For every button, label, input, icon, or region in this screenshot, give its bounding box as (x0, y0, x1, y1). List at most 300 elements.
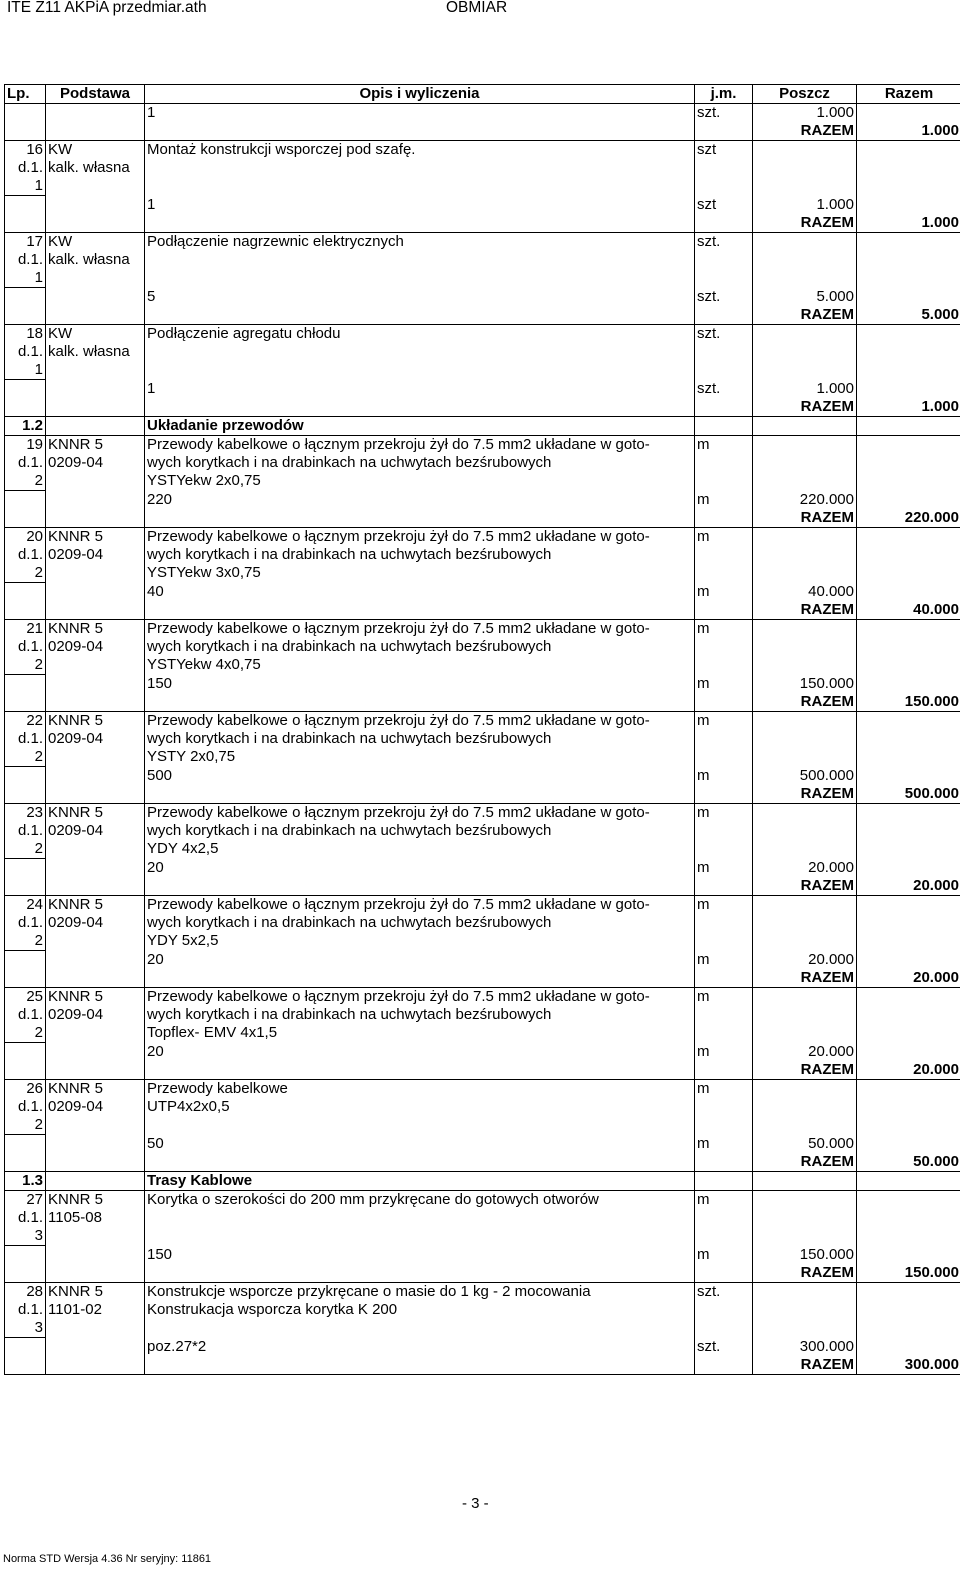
cell-lp (5, 693, 46, 712)
cell-podstawa: 0209-04 (46, 822, 145, 840)
cell-podstawa: 1101-02 (46, 1301, 145, 1319)
cell-jm (695, 1209, 753, 1227)
cell-lp (5, 675, 46, 694)
cell-jm (695, 730, 753, 748)
table-row (5, 436, 960, 455)
table-row (5, 1283, 960, 1302)
cell-opis (145, 214, 695, 233)
page-number: - 3 - (462, 1495, 489, 1512)
table-row (5, 767, 960, 786)
table-row (5, 1098, 960, 1116)
cell-razem (857, 767, 960, 786)
cell-lp: 28 (5, 1283, 46, 1302)
cell-lp: 20 (5, 528, 46, 547)
cell-poszcz: RAZEM (753, 122, 857, 141)
cell-podstawa: KNNR 5 (46, 436, 145, 455)
table-row (5, 122, 960, 141)
cell-razem (857, 491, 960, 510)
cell-jm (695, 509, 753, 528)
cell-opis: 220 (145, 491, 695, 510)
cell-opis (145, 269, 695, 288)
table-row (5, 988, 960, 1007)
cell-lp (5, 1264, 46, 1283)
cell-razem (857, 177, 960, 196)
cell-lp (5, 969, 46, 988)
cell-lp: d.1. (5, 454, 46, 472)
cell-lp (5, 509, 46, 528)
cell-lp (5, 306, 46, 325)
col-razem: Razem (857, 85, 960, 104)
cell-podstawa (46, 491, 145, 510)
cell-poszcz: 150.000 (753, 1246, 857, 1265)
cell-poszcz (753, 988, 857, 1007)
cell-jm: m (695, 491, 753, 510)
cell-opis: wych korytkach i na drabinkach na uchwytach bezśrubowych (145, 454, 695, 472)
cell-razem (857, 1135, 960, 1154)
cell-lp: 26 (5, 1080, 46, 1099)
cell-razem: 5.000 (857, 306, 960, 325)
cell-podstawa (46, 122, 145, 141)
cell-lp: d.1. (5, 638, 46, 656)
table-row (5, 491, 960, 510)
file-name: ITE Z11 AKPiA przedmiar.ath (7, 0, 207, 16)
bill-of-quantities-table (4, 84, 960, 1375)
cell-jm: szt. (695, 325, 753, 344)
table-row (5, 877, 960, 896)
table-row (5, 528, 960, 547)
cell-opis: YSTY 2x0,75 (145, 748, 695, 767)
cell-lp: d.1. (5, 822, 46, 840)
cell-jm: m (695, 620, 753, 639)
cell-opis: 20 (145, 1043, 695, 1062)
cell-poszcz: 50.000 (753, 1135, 857, 1154)
cell-poszcz: RAZEM (753, 509, 857, 528)
cell-razem (857, 528, 960, 547)
cell-poszcz (753, 1301, 857, 1319)
cell-lp (5, 196, 46, 215)
cell-opis: UTP4x2x0,5 (145, 1098, 695, 1116)
table-row (5, 1135, 960, 1154)
table-row (5, 1209, 960, 1227)
cell-razem (857, 454, 960, 472)
cell-podstawa: KNNR 5 (46, 896, 145, 915)
cell-lp: d.1. (5, 1098, 46, 1116)
cell-podstawa: KW (46, 325, 145, 344)
cell-opis (145, 509, 695, 528)
cell-jm: m (695, 951, 753, 970)
cell-poszcz (753, 896, 857, 915)
cell-opis: 1 (145, 380, 695, 399)
cell-jm: m (695, 767, 753, 786)
cell-lp (5, 859, 46, 878)
cell-podstawa: 1105-08 (46, 1209, 145, 1227)
cell-razem (857, 951, 960, 970)
cell-lp: 23 (5, 804, 46, 823)
cell-razem (857, 1098, 960, 1116)
cell-podstawa (46, 1246, 145, 1265)
cell-lp: d.1. (5, 1209, 46, 1227)
cell-podstawa (46, 417, 145, 436)
table-row (5, 177, 960, 196)
cell-jm: m (695, 1043, 753, 1062)
cell-opis: wych korytkach i na drabinkach na uchwytach bezśrubowych (145, 638, 695, 656)
cell-razem: 1.000 (857, 122, 960, 141)
cell-razem (857, 141, 960, 160)
cell-podstawa (46, 361, 145, 380)
cell-podstawa (46, 859, 145, 878)
cell-poszcz: 5.000 (753, 288, 857, 307)
cell-razem (857, 620, 960, 639)
cell-jm: m (695, 583, 753, 602)
cell-lp (5, 785, 46, 804)
cell-podstawa (46, 969, 145, 988)
cell-lp: 2 (5, 472, 46, 491)
cell-jm (695, 638, 753, 656)
cell-lp (5, 398, 46, 417)
table-row (5, 1227, 960, 1246)
cell-poszcz (753, 361, 857, 380)
cell-jm: szt. (695, 233, 753, 252)
cell-podstawa (46, 656, 145, 675)
cell-podstawa: kalk. własna (46, 251, 145, 269)
cell-razem (857, 417, 960, 436)
cell-lp: 2 (5, 932, 46, 951)
cell-podstawa: 0209-04 (46, 1006, 145, 1024)
cell-razem (857, 988, 960, 1007)
table-row (5, 509, 960, 528)
cell-jm (695, 1006, 753, 1024)
cell-lp: 2 (5, 840, 46, 859)
cell-poszcz (753, 1319, 857, 1338)
cell-jm: szt. (695, 288, 753, 307)
cell-opis: Konstrukcje wsporcze przykręcane o masie do 1 kg - 2 mocowania (145, 1283, 695, 1302)
table-row (5, 1153, 960, 1172)
cell-opis (145, 969, 695, 988)
cell-poszcz (753, 712, 857, 731)
cell-lp (5, 380, 46, 399)
table-row (5, 141, 960, 160)
cell-jm: m (695, 712, 753, 731)
table-row (5, 932, 960, 951)
table-body (5, 104, 960, 1375)
cell-podstawa: 0209-04 (46, 730, 145, 748)
cell-lp: d.1. (5, 546, 46, 564)
table-row (5, 214, 960, 233)
cell-podstawa (46, 1024, 145, 1043)
cell-poszcz (753, 564, 857, 583)
cell-lp: 1 (5, 177, 46, 196)
cell-razem (857, 712, 960, 731)
cell-razem (857, 932, 960, 951)
cell-lp: 18 (5, 325, 46, 344)
cell-razem (857, 583, 960, 602)
cell-lp: 16 (5, 141, 46, 160)
cell-poszcz (753, 233, 857, 252)
cell-opis: Układanie przewodów (145, 417, 695, 436)
cell-lp: 17 (5, 233, 46, 252)
table-row (5, 896, 960, 915)
cell-poszcz: 1.000 (753, 380, 857, 399)
cell-razem: 500.000 (857, 785, 960, 804)
cell-poszcz (753, 417, 857, 436)
cell-podstawa: KNNR 5 (46, 988, 145, 1007)
table-row (5, 417, 960, 436)
cell-lp (5, 1043, 46, 1062)
cell-opis (145, 877, 695, 896)
cell-razem (857, 233, 960, 252)
cell-poszcz (753, 528, 857, 547)
cell-podstawa: KW (46, 141, 145, 160)
cell-podstawa: KNNR 5 (46, 1283, 145, 1302)
cell-poszcz (753, 1080, 857, 1099)
cell-lp: 22 (5, 712, 46, 731)
cell-poszcz: 500.000 (753, 767, 857, 786)
cell-podstawa (46, 1172, 145, 1191)
cell-opis: Przewody kabelkowe o łącznym przekroju żył do 7.5 mm2 układane w goto- (145, 528, 695, 547)
cell-poszcz: 20.000 (753, 859, 857, 878)
cell-opis (145, 601, 695, 620)
cell-poszcz (753, 177, 857, 196)
cell-poszcz: 300.000 (753, 1338, 857, 1357)
cell-poszcz: RAZEM (753, 601, 857, 620)
cell-razem: 20.000 (857, 969, 960, 988)
cell-opis: Korytka o szerokości do 200 mm przykręcane do gotowych otworów (145, 1191, 695, 1210)
cell-lp: 2 (5, 1024, 46, 1043)
cell-poszcz (753, 1209, 857, 1227)
cell-jm: szt. (695, 1283, 753, 1302)
cell-lp: 1.2 (5, 417, 46, 436)
cell-opis: wych korytkach i na drabinkach na uchwytach bezśrubowych (145, 914, 695, 932)
cell-podstawa (46, 1116, 145, 1135)
table-row (5, 546, 960, 564)
cell-podstawa (46, 1061, 145, 1080)
cell-poszcz (753, 804, 857, 823)
table-row (5, 380, 960, 399)
cell-razem (857, 1301, 960, 1319)
cell-opis (145, 1319, 695, 1338)
cell-jm (695, 1264, 753, 1283)
table-row (5, 1116, 960, 1135)
cell-opis: Podłączenie nagrzewnic elektrycznych (145, 233, 695, 252)
cell-razem (857, 251, 960, 269)
cell-opis (145, 1116, 695, 1135)
cell-jm (695, 177, 753, 196)
cell-poszcz (753, 436, 857, 455)
table-row (5, 859, 960, 878)
table-row (5, 251, 960, 269)
cell-poszcz (753, 251, 857, 269)
cell-podstawa: 0209-04 (46, 454, 145, 472)
cell-poszcz (753, 325, 857, 344)
cell-lp (5, 1061, 46, 1080)
table-row (5, 1338, 960, 1357)
cell-lp: 2 (5, 656, 46, 675)
cell-poszcz (753, 638, 857, 656)
cell-jm (695, 306, 753, 325)
table-row (5, 1191, 960, 1210)
cell-jm (695, 932, 753, 951)
cell-opis (145, 1209, 695, 1227)
cell-razem (857, 1209, 960, 1227)
cell-lp (5, 1135, 46, 1154)
cell-razem (857, 656, 960, 675)
cell-lp: 2 (5, 564, 46, 583)
cell-jm: szt. (695, 380, 753, 399)
cell-lp: 2 (5, 1116, 46, 1135)
cell-poszcz (753, 1116, 857, 1135)
cell-opis: YSTYekw 4x0,75 (145, 656, 695, 675)
cell-poszcz (753, 141, 857, 160)
cell-razem (857, 638, 960, 656)
cell-lp: 3 (5, 1319, 46, 1338)
table-row (5, 398, 960, 417)
table-row (5, 454, 960, 472)
table-row (5, 564, 960, 583)
cell-opis: Podłączenie agregatu chłodu (145, 325, 695, 344)
cell-poszcz (753, 1006, 857, 1024)
cell-jm (695, 840, 753, 859)
cell-lp: 1.3 (5, 1172, 46, 1191)
cell-jm (695, 398, 753, 417)
cell-jm (695, 454, 753, 472)
cell-opis: Przewody kabelkowe o łącznym przekroju żył do 7.5 mm2 układane w goto- (145, 896, 695, 915)
cell-poszcz: 40.000 (753, 583, 857, 602)
document-title: OBMIAR (446, 0, 508, 16)
table-row (5, 1264, 960, 1283)
cell-jm (695, 656, 753, 675)
cell-lp: 2 (5, 748, 46, 767)
cell-jm (695, 1098, 753, 1116)
col-podstawa: Podstawa (46, 85, 145, 104)
cell-podstawa (46, 1338, 145, 1357)
table-row (5, 196, 960, 215)
cell-opis (145, 693, 695, 712)
cell-razem (857, 1043, 960, 1062)
table-row (5, 1172, 960, 1191)
cell-podstawa (46, 951, 145, 970)
cell-opis (145, 1153, 695, 1172)
table-row (5, 1319, 960, 1338)
cell-opis: 1 (145, 196, 695, 215)
cell-jm: m (695, 804, 753, 823)
cell-podstawa (46, 693, 145, 712)
table-row (5, 951, 960, 970)
cell-podstawa: 0209-04 (46, 546, 145, 564)
cell-poszcz (753, 656, 857, 675)
cell-poszcz: RAZEM (753, 1356, 857, 1375)
cell-poszcz: 150.000 (753, 675, 857, 694)
cell-razem (857, 546, 960, 564)
cell-jm (695, 914, 753, 932)
cell-podstawa (46, 748, 145, 767)
cell-razem (857, 730, 960, 748)
cell-jm: szt (695, 196, 753, 215)
cell-razem (857, 1191, 960, 1210)
table-row (5, 822, 960, 840)
table-row (5, 804, 960, 823)
cell-jm (695, 1116, 753, 1135)
table-row (5, 785, 960, 804)
table-header-row (5, 85, 960, 104)
cell-poszcz: 1.000 (753, 196, 857, 215)
cell-lp (5, 1338, 46, 1357)
cell-jm (695, 269, 753, 288)
cell-jm: szt (695, 141, 753, 160)
cell-poszcz: 220.000 (753, 491, 857, 510)
cell-razem (857, 675, 960, 694)
table-row (5, 159, 960, 177)
cell-razem: 150.000 (857, 1264, 960, 1283)
cell-opis: YSTYekw 2x0,75 (145, 472, 695, 491)
cell-opis: Topflex- EMV 4x1,5 (145, 1024, 695, 1043)
cell-lp: d.1. (5, 159, 46, 177)
cell-podstawa (46, 509, 145, 528)
cell-razem (857, 288, 960, 307)
cell-podstawa (46, 675, 145, 694)
cell-podstawa (46, 1356, 145, 1375)
cell-razem: 1.000 (857, 214, 960, 233)
cell-razem (857, 361, 960, 380)
cell-podstawa: KNNR 5 (46, 1080, 145, 1099)
cell-opis (145, 306, 695, 325)
cell-poszcz (753, 730, 857, 748)
cell-jm (695, 546, 753, 564)
cell-poszcz: 20.000 (753, 951, 857, 970)
cell-razem (857, 564, 960, 583)
cell-poszcz: 20.000 (753, 1043, 857, 1062)
cell-podstawa (46, 196, 145, 215)
col-poszcz: Poszcz (753, 85, 857, 104)
cell-poszcz (753, 748, 857, 767)
table-row (5, 1246, 960, 1265)
cell-jm: m (695, 1080, 753, 1099)
table-row (5, 472, 960, 491)
cell-podstawa: KW (46, 233, 145, 252)
cell-lp (5, 1153, 46, 1172)
table-row (5, 1301, 960, 1319)
col-opis: Opis i wyliczenia (145, 85, 695, 104)
cell-razem (857, 804, 960, 823)
table-row (5, 712, 960, 731)
cell-jm (695, 564, 753, 583)
cell-razem (857, 380, 960, 399)
table-row (5, 620, 960, 639)
cell-jm: m (695, 675, 753, 694)
cell-razem (857, 343, 960, 361)
cell-jm: m (695, 528, 753, 547)
table-row (5, 748, 960, 767)
cell-lp: d.1. (5, 1006, 46, 1024)
table-row (5, 601, 960, 620)
cell-opis (145, 1356, 695, 1375)
cell-opis: 40 (145, 583, 695, 602)
cell-lp (5, 601, 46, 620)
table-row (5, 675, 960, 694)
cell-podstawa (46, 1135, 145, 1154)
cell-poszcz: RAZEM (753, 1153, 857, 1172)
table-row (5, 343, 960, 361)
table-row (5, 233, 960, 252)
cell-poszcz: RAZEM (753, 214, 857, 233)
cell-razem (857, 1227, 960, 1246)
cell-podstawa (46, 785, 145, 804)
table-row (5, 693, 960, 712)
cell-jm (695, 361, 753, 380)
cell-jm (695, 601, 753, 620)
cell-razem (857, 1116, 960, 1135)
cell-lp: 21 (5, 620, 46, 639)
cell-podstawa (46, 1153, 145, 1172)
